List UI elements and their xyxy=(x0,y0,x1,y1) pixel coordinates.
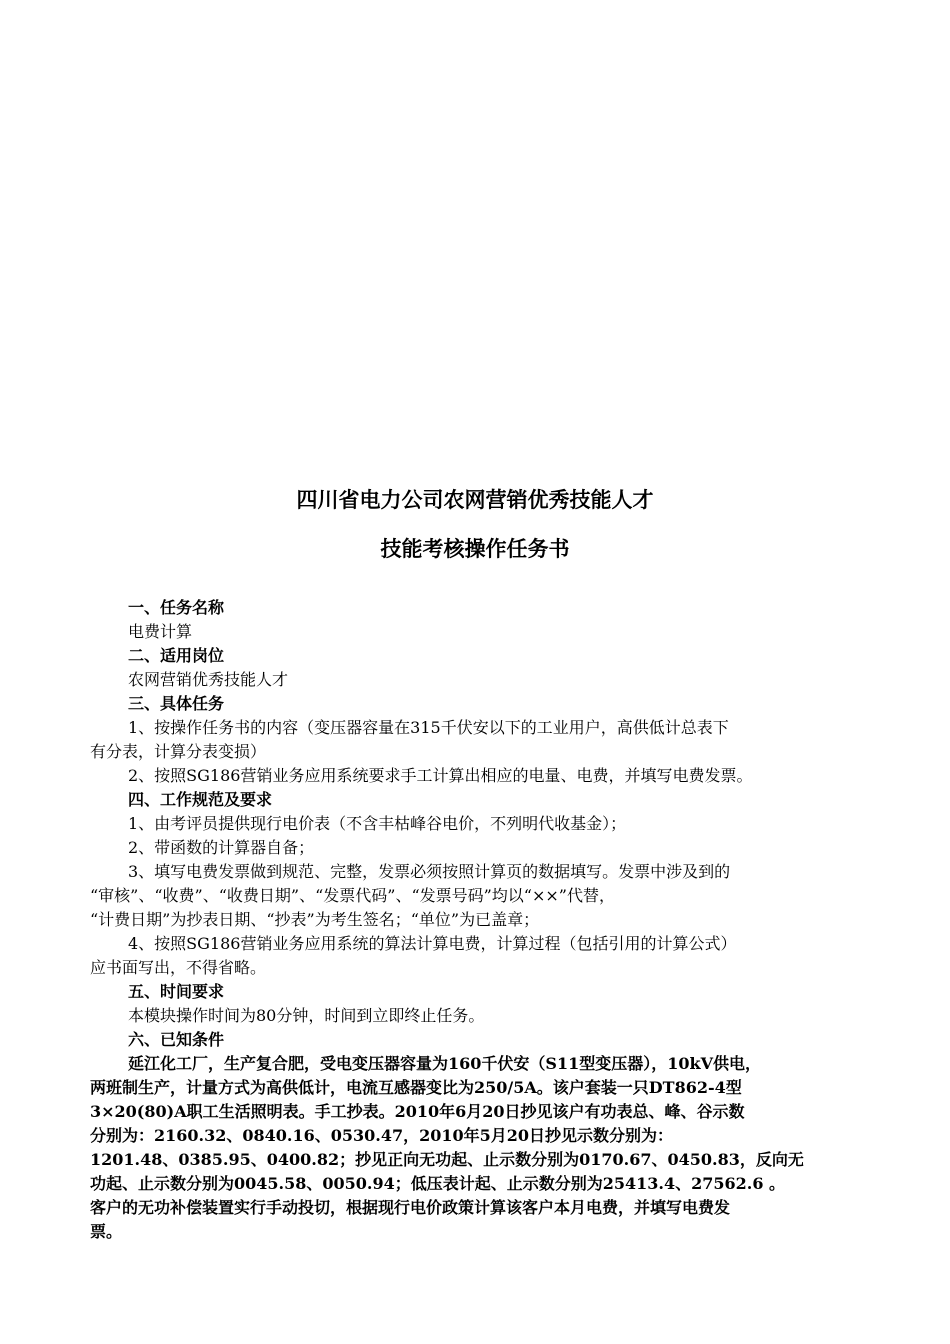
section-heading-task-name: 一、任务名称 xyxy=(128,598,225,617)
section-text-applicable-post: 农网营销优秀技能人才 xyxy=(128,670,289,689)
task-item-1-line-2: 有分表，计算分表变损） xyxy=(90,742,267,761)
task-item-2: 2、按照SG186营销业务应用系统要求手工计算出相应的电量、电费，并填写电费发票。 xyxy=(128,766,753,785)
standard-item-4-line-2: 应书面写出，不得省略。 xyxy=(90,958,267,977)
section-heading-time-requirement: 五、时间要求 xyxy=(128,982,225,1001)
standard-item-3-line-1: 3、填写电费发票做到规范、完整，发票必须按照计算页的数据填写。发票中涉及到的 xyxy=(128,862,731,881)
section-heading-specific-tasks: 三、具体任务 xyxy=(128,694,225,713)
known-conditions-block xyxy=(90,1052,860,1244)
document-subtitle: 技能考核操作任务书 xyxy=(380,537,570,561)
standard-item-3-line-3: “计费日期”为抄表日期、“抄表”为考生签名；“单位”为已盖章； xyxy=(90,910,540,929)
document-title: 四川省电力公司农网营销优秀技能人才 xyxy=(296,488,654,512)
condition-line-4: 分别为：2160.32、0840.16、0530.47，2010年5月20日抄见示数分别为： xyxy=(90,1126,674,1145)
standard-item-3-line-2: “审核”、“收费”、“收费日期”、“发票代码”、“发票号码”均以“××”代替， xyxy=(90,886,615,905)
condition-line-7: 客户的无功补偿装置实行手动投切，根据现行电价政策计算该客户本月电费，并填写电费发 xyxy=(90,1198,731,1217)
standard-item-4-line-1: 4、按照SG186营销业务应用系统的算法计算电费，计算过程（包括引用的计算公式） xyxy=(128,934,737,953)
task-item-1-line-1: 1、按操作任务书的内容（变压器容量在315千伏安以下的工业用户，高供低计总表下 xyxy=(128,718,729,737)
condition-line-5: 1201.48、0385.95、0400.82；抄见正向无功起、止示数分别为0170.67、0450.83，反向无 xyxy=(90,1150,804,1169)
section-heading-work-standards: 四、工作规范及要求 xyxy=(128,790,273,809)
standard-item-2: 2、带函数的计算器自备； xyxy=(128,838,315,857)
section-text-time-requirement: 本模块操作时间为80分钟，时间到立即终止任务。 xyxy=(128,1006,485,1025)
standard-item-1: 1、由考评员提供现行电价表（不含丰枯峰谷电价，不列明代收基金）； xyxy=(128,814,627,833)
section-text-task-name: 电费计算 xyxy=(128,622,193,641)
section-heading-known-conditions: 六、已知条件 xyxy=(128,1030,225,1049)
condition-line-6: 功起、止示数分别为0045.58、0050.94；低压表计起、止示数分别为25413.4、27562.6 。 xyxy=(90,1174,786,1193)
section-heading-applicable-post: 二、适用岗位 xyxy=(128,646,225,665)
condition-line-3: 3×20(80)A职工生活照明表。手工抄表。2010年6月20日抄见该户有功表总、峰、谷示数 xyxy=(90,1102,745,1121)
condition-line-1: 延江化工厂，生产复合肥，受电变压器容量为160千伏安（S11型变压器），10kV供电， xyxy=(128,1054,761,1073)
document-body xyxy=(90,596,860,1244)
condition-line-2: 两班制生产，计量方式为高供低计，电流互感器变比为250/5A。该户套装一只DT862-4型 xyxy=(90,1078,742,1097)
condition-line-8: 票。 xyxy=(90,1222,123,1241)
